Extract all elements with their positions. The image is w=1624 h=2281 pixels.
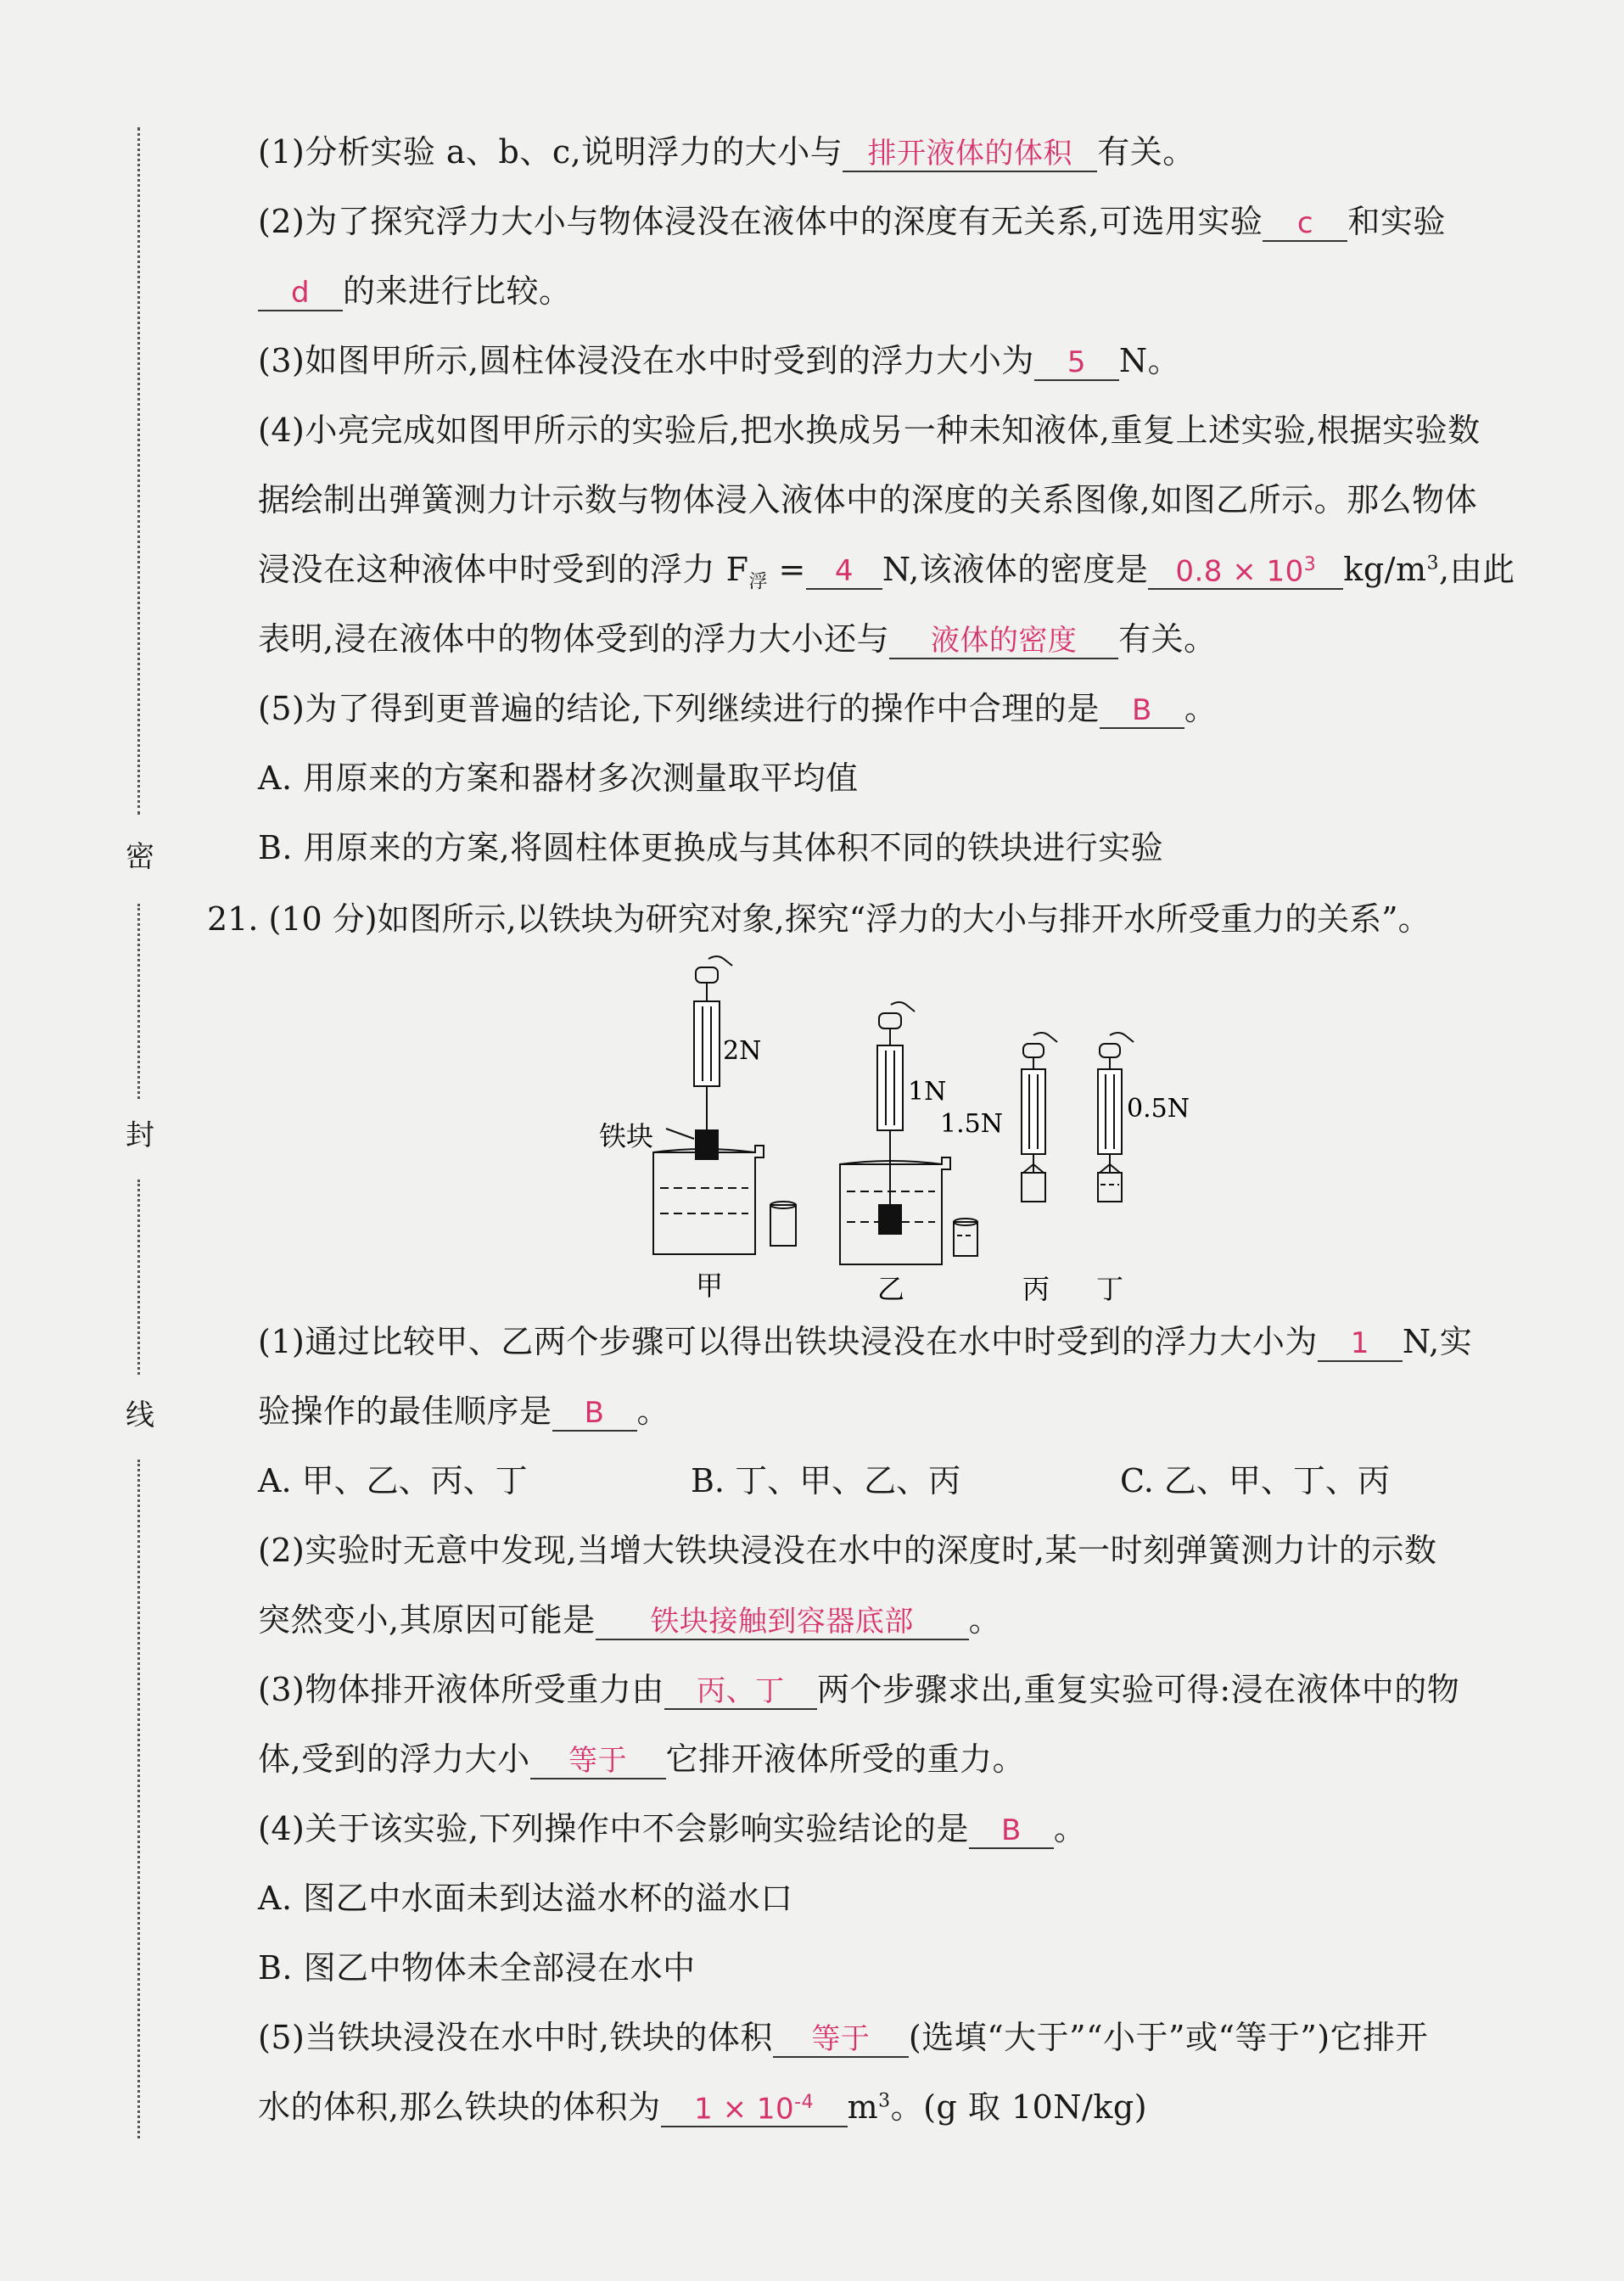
q21-part1-line1: (1)通过比较甲、乙两个步骤可以得出铁块浸没在水中时受到的浮力大小为 1 N,实 xyxy=(258,1323,1473,1360)
answer-blank[interactable]: 等于 xyxy=(530,1744,666,1779)
q21-part5-line1: (5)当铁块浸没在水中时,铁块的体积 等于 (选填“大于”“小于”或“等于”)它排开 xyxy=(258,2019,1429,2056)
answer-blank[interactable]: B xyxy=(969,1813,1054,1849)
question-21-title: 21. (10 分)如图所示,以铁块为研究对象,探究“浮力的大小与排开水所受重力的关系”。 xyxy=(207,900,1431,938)
q21-part3-line2: 体,受到的浮力大小 等于 它排开液体所受的重力。 xyxy=(258,1740,1026,1778)
answer-blank[interactable]: d xyxy=(258,276,343,311)
q21-option-a: A. 甲、乙、丙、丁 xyxy=(258,1462,528,1499)
hand-icon xyxy=(891,1002,915,1012)
caption-ding: 丁 xyxy=(1096,1273,1124,1305)
q21-part4-option-a: A. 图乙中水面未到达溢水杯的溢水口 xyxy=(258,1880,793,1917)
q21-part4: (4)关于该实验,下列操作中不会影响实验结论的是 B 。 xyxy=(258,1810,1087,1847)
seal-xian: 线 xyxy=(126,1398,154,1432)
answer-blank[interactable]: c xyxy=(1263,206,1347,242)
q21-part2-line2: 突然变小,其原因可能是 铁块接触到容器底部 。 xyxy=(258,1601,1002,1639)
binding-dotted-line-bottom xyxy=(137,1460,140,2138)
answer-blank[interactable]: 1 xyxy=(1318,1326,1403,1362)
answer-blank[interactable]: 液体的密度 xyxy=(889,624,1118,659)
answer-blank[interactable]: 排开液体的体积 xyxy=(843,137,1097,172)
q20-part4-line4: 表明,浸在液体中的物体受到的浮力大小还与 液体的密度 有关。 xyxy=(258,620,1217,658)
q21-option-b: B. 丁、甲、乙、丙 xyxy=(691,1462,961,1499)
q20-part4-line1: (4)小亮完成如图甲所示的实验后,把水换成另一种未知液体,重复上述实验,根据实验数 xyxy=(258,412,1481,449)
q20-part1: (1)分析实验 a、b、c,说明浮力的大小与 排开液体的体积 有关。 xyxy=(258,133,1196,171)
answer-blank[interactable]: $1 \times 10^{-4}$ xyxy=(661,2086,848,2127)
caption-jia: 甲 xyxy=(696,1269,724,1302)
answer-blank[interactable]: 铁块接触到容器底部 xyxy=(596,1605,969,1640)
caption-yi: 乙 xyxy=(877,1273,905,1305)
q20-part4-line2: 据绘制出弹簧测力计示数与物体浸入液体中的深度的关系图像,如图乙所示。那么物体 xyxy=(258,481,1478,518)
setup-jia xyxy=(653,956,796,1254)
hand-icon xyxy=(1033,1033,1057,1042)
seal-mi: 密 xyxy=(126,840,154,874)
answer-blank[interactable]: B xyxy=(552,1396,637,1432)
answer-blank[interactable]: 5 xyxy=(1034,345,1119,381)
reading-yi: 1N xyxy=(908,1077,947,1107)
reading-ding: 0.5N xyxy=(1127,1094,1190,1124)
q20-part2-line1: (2)为了探究浮力大小与物体浸没在液体中的深度有无关系,可选用实验 c 和实验 xyxy=(258,203,1446,240)
label-iron-block: 铁块 xyxy=(599,1120,654,1152)
q20-part4-line3: 浸没在这种液体中时受到的浮力 $F_浮 = 4$ N,该液体的密度是 $0.8 \times 10^3$ $kg/m^3$,由此 xyxy=(258,543,1515,594)
experiment-figure xyxy=(594,950,1239,1307)
binding-dotted-line-mid2 xyxy=(137,1180,140,1375)
answer-blank[interactable]: 4 xyxy=(806,554,882,590)
answer-blank[interactable]: B xyxy=(1100,693,1184,729)
hand-icon xyxy=(708,956,732,966)
q21-option-c: C. 乙、甲、丁、丙 xyxy=(1120,1462,1390,1499)
q21-part2-line1: (2)实验时无意中发现,当增大铁块浸没在水中的深度时,某一时刻弹簧测力计的示数 xyxy=(258,1532,1437,1569)
q21-part5-line2: 水的体积,那么铁块的体积为 $1 \times 10^{-4}$ $m^3$。(g 取 10N/kg) xyxy=(258,2081,1147,2127)
seal-feng: 封 xyxy=(126,1118,154,1152)
caption-bing: 丙 xyxy=(1022,1273,1050,1305)
reading-jia: 2N xyxy=(723,1036,762,1066)
q20-part5: (5)为了得到更普遍的结论,下列继续进行的操作中合理的是 B 。 xyxy=(258,690,1218,727)
hand-icon xyxy=(1110,1033,1134,1042)
q20-part2-line2: d 的来进行比较。 xyxy=(258,265,572,311)
reading-bing: 1.5N xyxy=(940,1109,1003,1139)
q20-option-a: A. 用原来的方案和器材多次测量取平均值 xyxy=(258,759,859,797)
q20-option-b: B. 用原来的方案,将圆柱体更换成与其体积不同的铁块进行实验 xyxy=(258,829,1164,866)
q21-part1-line2: 验操作的最佳顺序是 B 。 xyxy=(258,1393,670,1430)
answer-blank[interactable]: 丙、丁 xyxy=(664,1674,817,1710)
setup-bing xyxy=(1022,1033,1057,1202)
binding-dotted-line-mid1 xyxy=(137,904,140,1099)
q21-part4-option-b: B. 图乙中物体未全部浸在水中 xyxy=(258,1949,696,1987)
q21-part3-line1: (3)物体排开液体所受重力由 丙、丁 两个步骤求出,重复实验可得:浸在液体中的物 xyxy=(258,1671,1460,1708)
answer-blank[interactable]: $0.8 \times 10^3$ xyxy=(1148,548,1343,590)
answer-blank[interactable]: 等于 xyxy=(773,2022,909,2058)
binding-dotted-line-top xyxy=(137,127,140,815)
q20-part3: (3)如图甲所示,圆柱体浸没在水中时受到的浮力大小为 5 N。 xyxy=(258,342,1181,379)
